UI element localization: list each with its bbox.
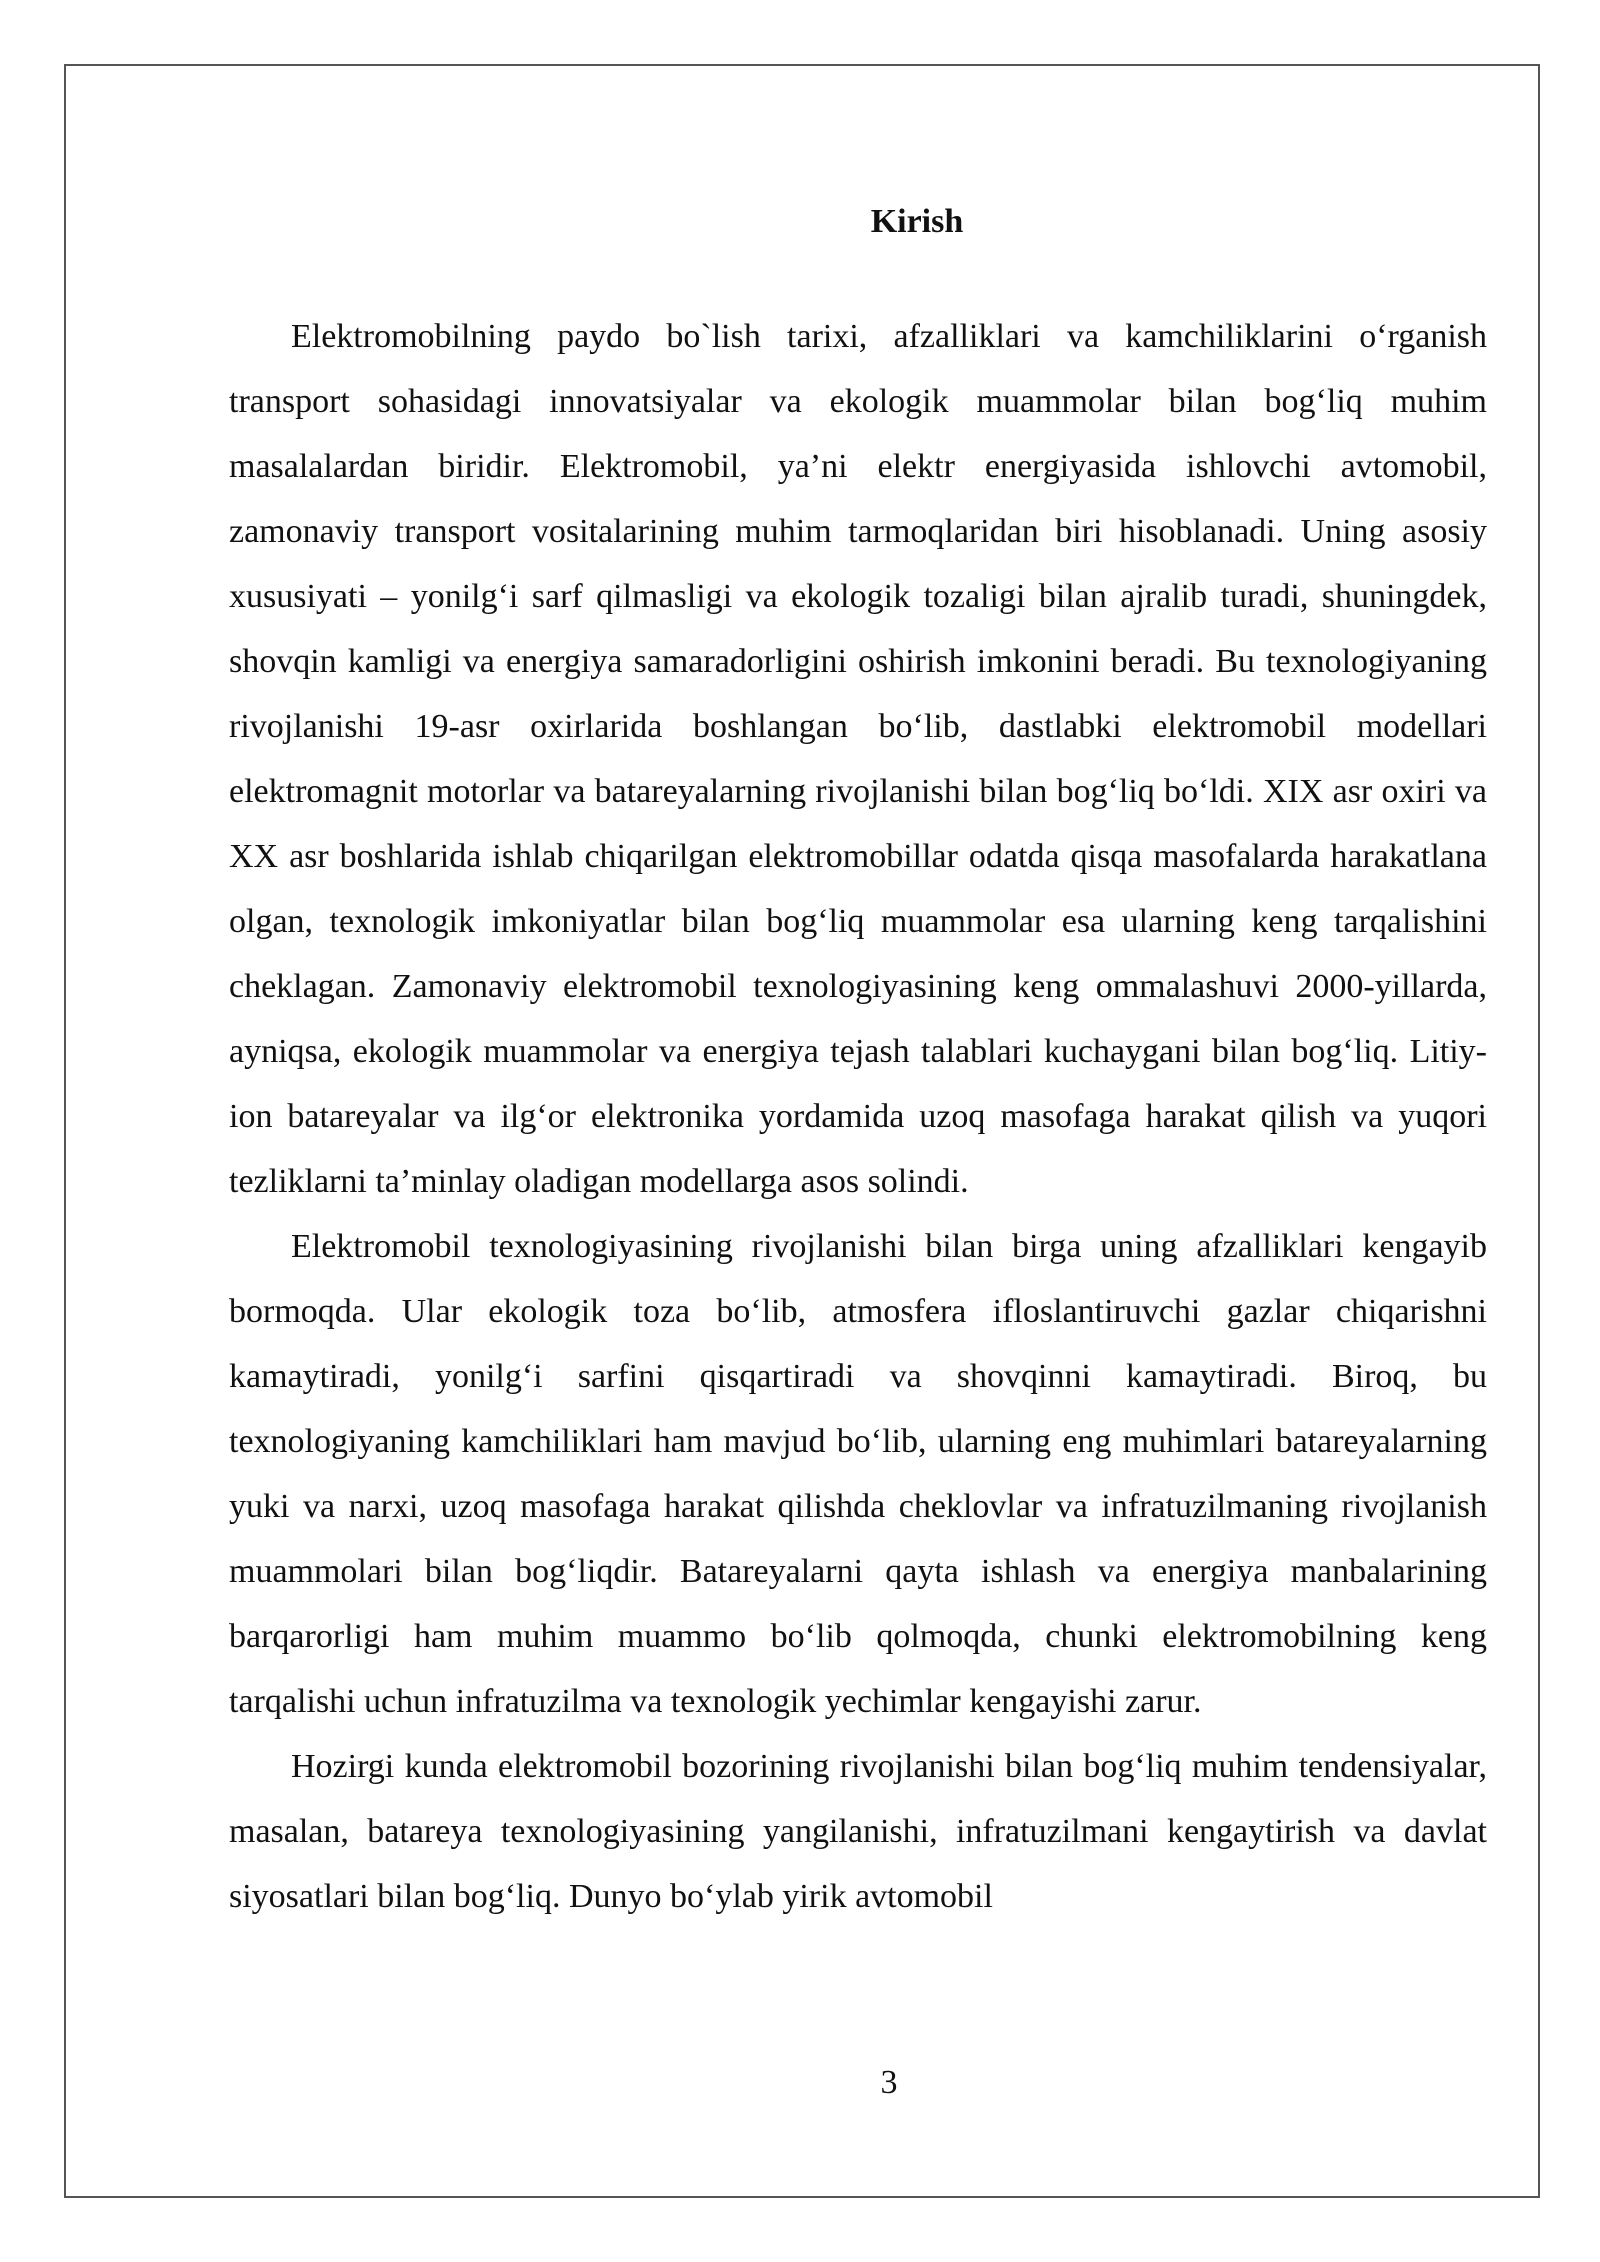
paragraph-3: Hozirgi kunda elektromobil bozorining rivojlanishi bilan bog‘liq muhim tendensiyalar, masalan, batareya texnologiyasining yangilanishi, infratuzilmani kengaytirish va davlat siyosatlari bilan bog‘liq. Dunyo bo‘ylab yirik avtomobil: [229, 1748, 1487, 1915]
page-number: 3: [880, 2064, 898, 2101]
paragraph-2: Elektromobil texnologiyasining rivojlanishi bilan birga uning afzalliklari kengayib bormoqda. Ular ekologik toza bo‘lib, atmosfera ifloslantiruvchi gazlar chiqarishni kamaytiradi, yonilg‘i sarfini qisqartiradi va shovqinni kamaytiradi. Biroq, bu texnologiyaning kamchiliklari ham mavjud bo‘lib, ularning eng muhimlari batareyalarning yuki va narxi, uzoq masofaga harakat qilishda cheklovlar va infratuzilmaning rivojlanish muammolari bilan bog‘liqdir. Batareyalarni qayta ishlash va energiya manbalarining barqarorligi ham muhim muammo bo‘lib qolmoqda, chunki elektromobilning keng tarqalishi uchun infratuzilma va texnologik yechimlar kengayishi zarur.: [229, 1228, 1487, 1720]
document-body: [229, 192, 1487, 1929]
section-title: Kirish: [870, 203, 964, 240]
paragraph-1: Elektromobilning paydo bo`lish tarixi, afzalliklari va kamchiliklarini o‘rganish transport sohasidagi innovatsiyalar va ekologik muammolar bilan bog‘liq muhim masalalardan biridir. Elektromobil, ya’ni elektr energiyasida ishlovchi avtomobil, zamonaviy transport vositalarining muhim tarmoqlaridan biri hisoblanadi. Uning asosiy xususiyati – yonilg‘i sarf qilmasligi va ekologik tozaligi bilan ajralib turadi, shuningdek, shovqin kamligi va energiya samaradorligini oshirish imkonini beradi. Bu texnologiyaning rivojlanishi 19-asr oxirlarida boshlangan bo‘lib, dastlabki elektromobil modellari elektromagnit motorlar va batareyalarning rivojlanishi bilan bog‘liq bo‘ldi. XIX asr oxiri va XX asr boshlarida ishlab chiqarilgan elektromobillar odatda qisqa masofalarda harakatlana olgan, texnologik imkoniyatlar bilan bog‘liq muammolar esa ularning keng tarqalishini cheklagan. Zamonaviy elektromobil texnologiyasining keng ommalashuvi 2000-yillarda, ayniqsa, ekologik muammolar va energiya tejash talablari kuchaygani bilan bog‘liq. Litiy-ion batareyalar va ilg‘or elektronika yordamida uzoq masofaga harakat qilish va yuqori tezliklarni ta’minlay oladigan modellarga asos solindi.: [229, 318, 1487, 1200]
